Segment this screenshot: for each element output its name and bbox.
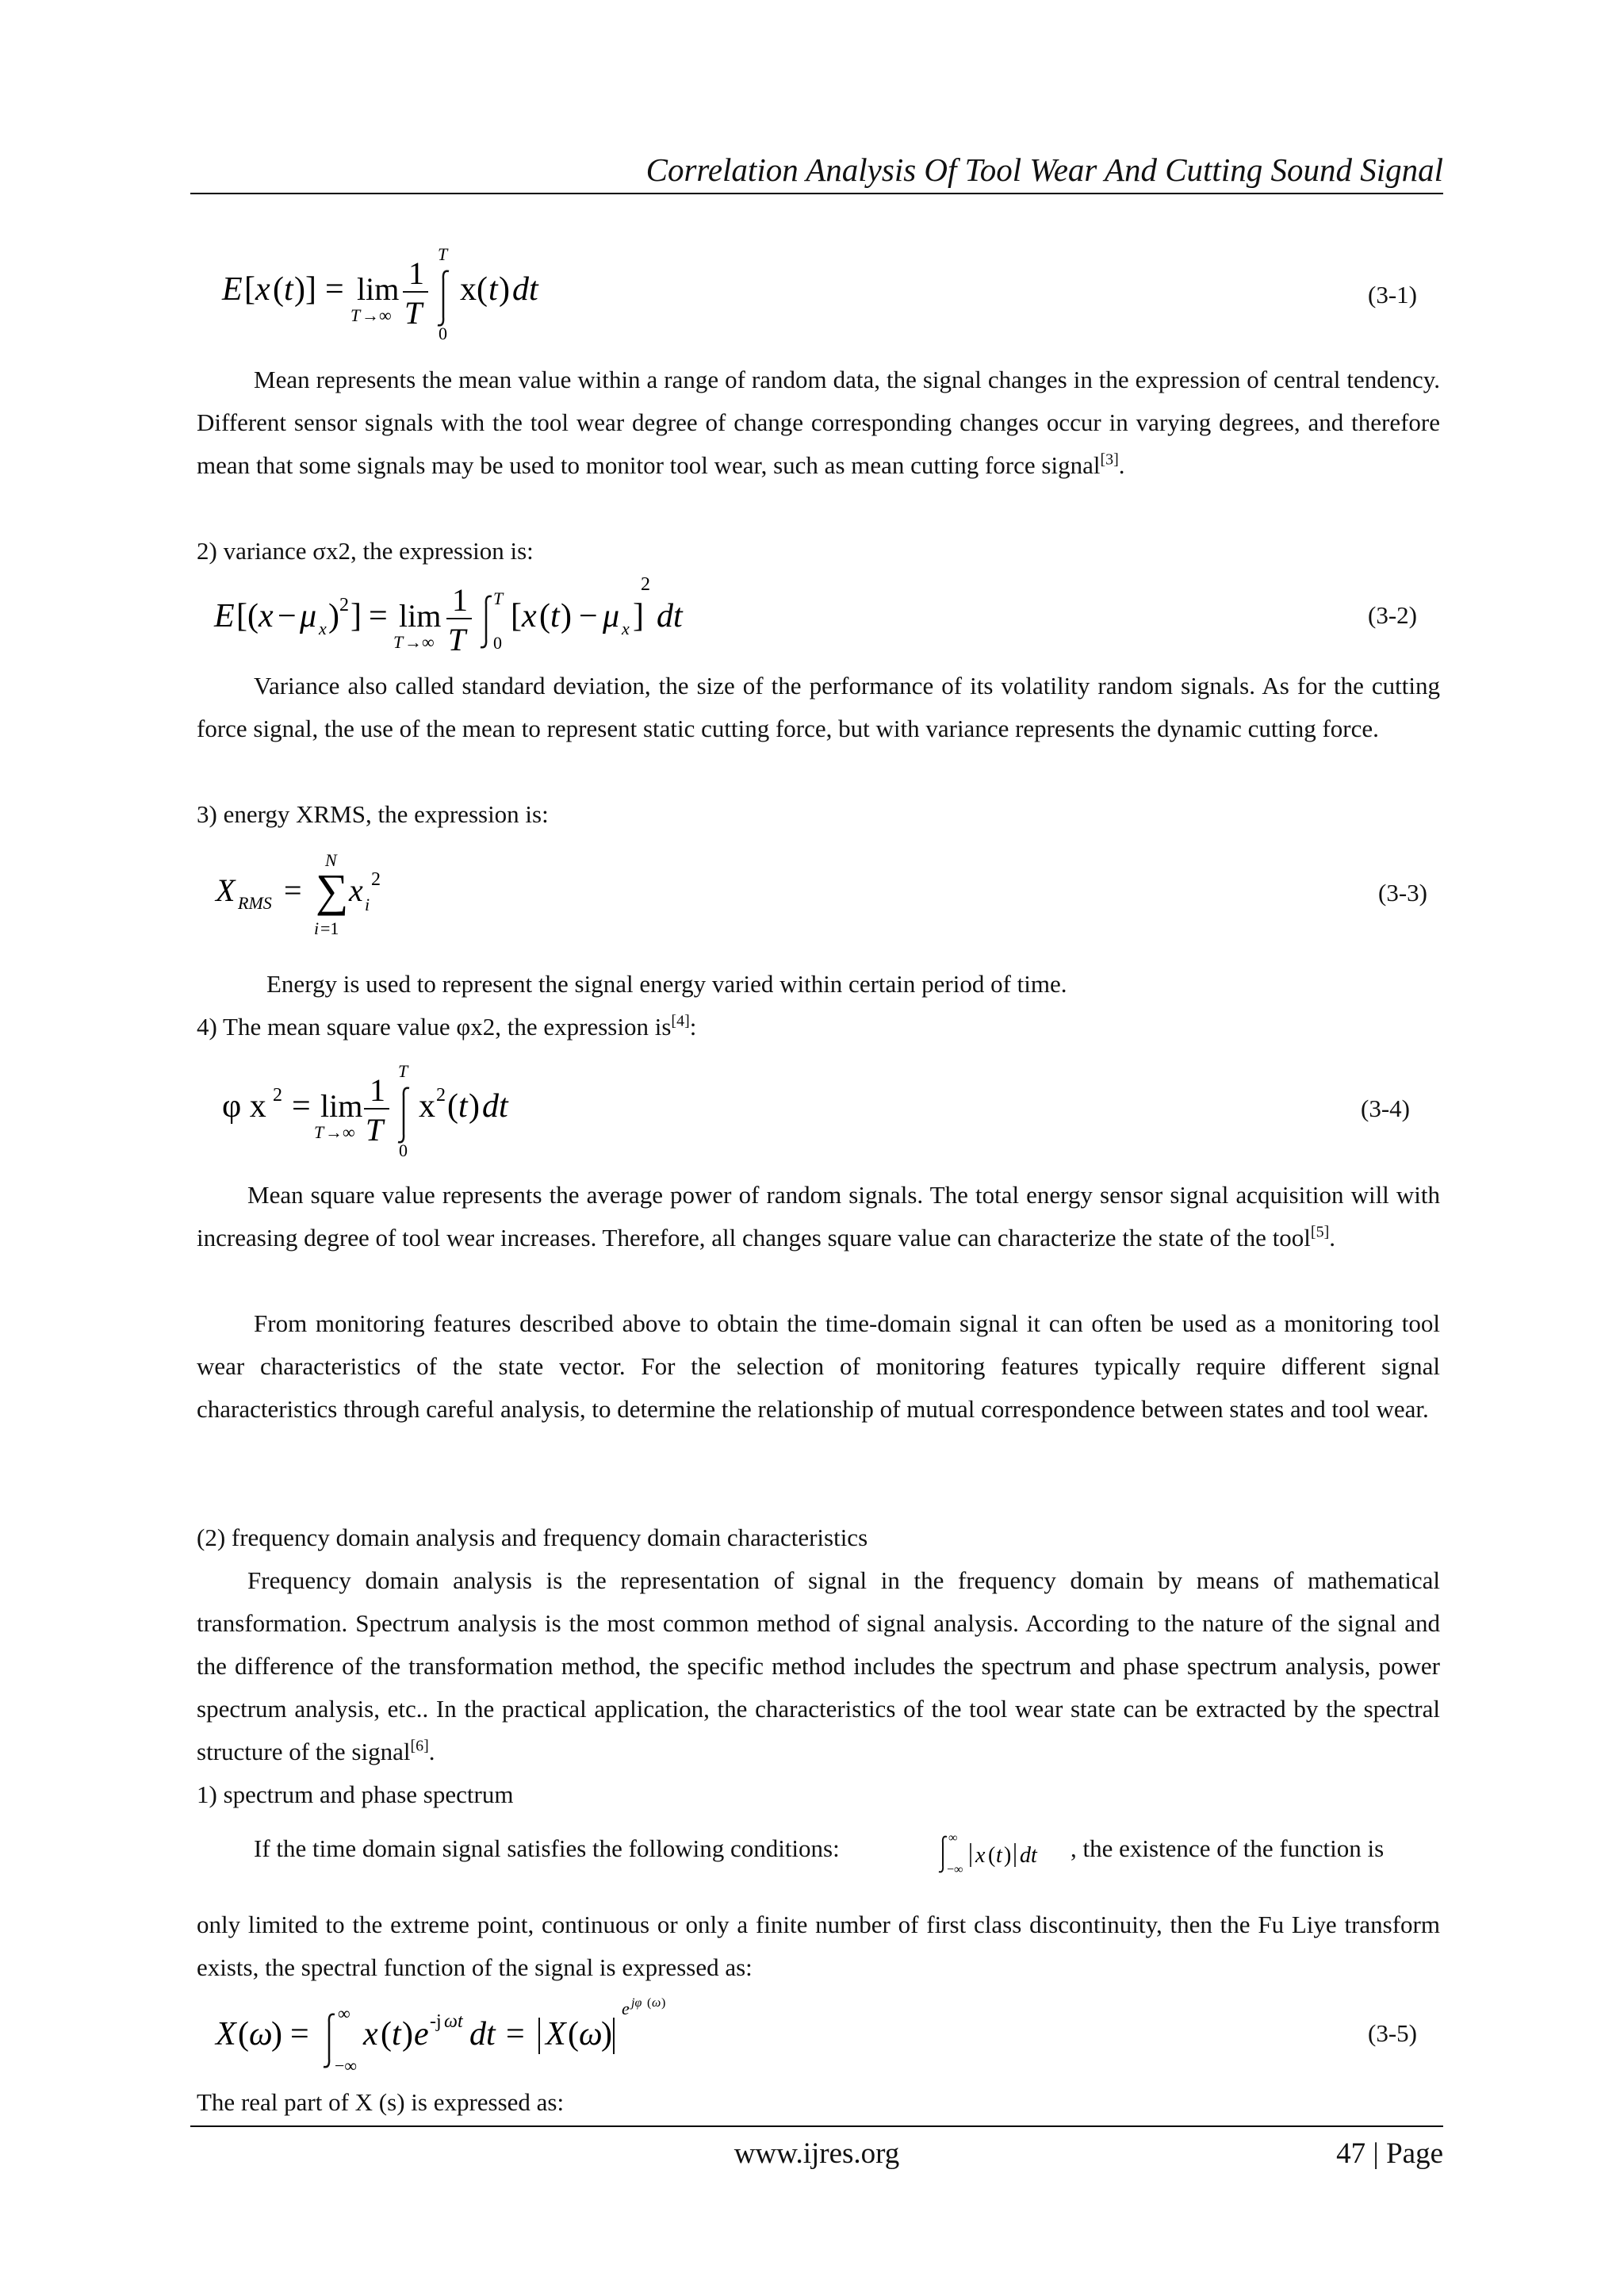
citation: [5] [1310, 1223, 1330, 1241]
svg-text:=1: =1 [320, 918, 339, 938]
svg-text:μ: μ [603, 598, 620, 634]
svg-text:t: t [488, 271, 498, 308]
svg-text:]: ] [350, 598, 362, 634]
svg-text:dt: dt [482, 1088, 508, 1125]
svg-text:ω: ω [249, 2016, 273, 2053]
svg-text:(: ( [447, 1088, 458, 1125]
svg-text:E: E [222, 271, 243, 308]
svg-text:t: t [996, 1843, 1002, 1868]
svg-text:1: 1 [408, 255, 424, 291]
svg-text:=: = [284, 872, 302, 908]
svg-text:∞: ∞ [948, 1831, 958, 1845]
svg-text:lim: lim [357, 271, 400, 307]
header-rule [190, 193, 1443, 194]
equation-3-2 [206, 573, 761, 668]
svg-text:): ) [561, 598, 572, 634]
svg-text:−: − [278, 598, 297, 634]
svg-text:→∞: →∞ [362, 305, 392, 325]
running-header: Correlation Analysis Of Tool Wear And Cutting Sound Signal [645, 151, 1443, 188]
svg-text:T: T [314, 1122, 324, 1142]
svg-text:E: E [214, 598, 235, 634]
svg-text:2: 2 [339, 595, 349, 615]
paragraph-frequency: Frequency domain analysis is the representation of signal in the frequency domain by means of mathematical transformation. Spectrum analysis is the most common method of signal analysis. According to the nature of the signal and the difference of the transformation method, the specific method includes the spectrum and phase spectrum analysis, power spectrum analysis, etc.. In the practical application, the characteristics of the tool wear state can be extracted by the spectral structure of the signal[6]. [197, 1566, 1440, 1765]
svg-text:[: [ [244, 271, 255, 308]
svg-text:T: T [366, 1112, 384, 1148]
svg-text:x(: x( [460, 271, 488, 308]
equation-number: (3-1) [1368, 281, 1417, 309]
svg-text:): ) [328, 598, 339, 634]
svg-text:μ: μ [300, 598, 317, 634]
svg-text:0: 0 [439, 324, 447, 343]
paragraph-mean-square: Mean square value represents the average power of random signals. The total energy sensor signal acquisition will with increasing degree of tool wear increases. Therefore, all changes square value can characterize the state of the tool[5]. [197, 1181, 1440, 1251]
svg-text:2: 2 [273, 1085, 282, 1106]
svg-text:T: T [438, 244, 448, 264]
footer-website: www.ijres.org [733, 2137, 900, 2170]
svg-text:x: x [622, 619, 630, 638]
citation: [6] [410, 1737, 429, 1755]
svg-text:dt: dt [512, 271, 538, 308]
svg-text:∑: ∑ [316, 864, 349, 916]
heading-energy: 3) energy XRMS, the expression is: [197, 800, 549, 828]
svg-text:X: X [216, 872, 236, 908]
svg-text:): ) [1004, 1843, 1012, 1868]
paragraph-features: From monitoring features described above to obtain the time-domain signal it can often be used as a monitoring tool wear characteristics of the state vector. For the selection of monitoring features typically require different signal characteristics through careful analysis, to determine the relationship of mutual correspondence between states and tool wear. [197, 1309, 1440, 1423]
svg-text:t: t [458, 1088, 468, 1125]
paragraph-variance: Variance also called standard deviation, the size of the performance of its volatility random signals. As for the cutting force signal, the use of the mean to represent static cutting force, but with variance represents the dynamic cutting force. [197, 672, 1440, 742]
svg-text:i: i [365, 895, 370, 914]
svg-text:(: ( [647, 1996, 652, 2010]
svg-text:(: ( [381, 2016, 392, 2053]
svg-text:0: 0 [493, 633, 502, 653]
svg-text:t: t [550, 598, 560, 634]
svg-text:x: x [363, 2016, 378, 2053]
svg-text:e: e [414, 2016, 429, 2053]
svg-text:x: x [522, 598, 537, 634]
svg-text:=: = [290, 2016, 309, 2053]
equation-number: (3-5) [1368, 2019, 1417, 2047]
paragraph-energy: Energy is used to represent the signal energy varied within certain period of time. [266, 970, 1067, 998]
svg-text:T: T [448, 622, 466, 657]
equation-3-4 [214, 1055, 547, 1166]
svg-text:)]: )] [294, 271, 316, 308]
svg-text:dt: dt [469, 2016, 496, 2053]
heading-frequency-domain: (2) frequency domain analysis and frequency domain characteristics [197, 1524, 868, 1551]
svg-text:=: = [369, 598, 388, 634]
svg-text:ω: ω [579, 2016, 603, 2053]
svg-text:0: 0 [399, 1140, 408, 1160]
footer-page-number: 47 | Page [1336, 2137, 1443, 2170]
svg-text:→∞: →∞ [325, 1122, 355, 1142]
equation-number: (3-3) [1378, 879, 1427, 907]
svg-text:(: ( [238, 2016, 249, 2053]
svg-text:x: x [259, 598, 274, 634]
svg-text:dt: dt [1020, 1843, 1037, 1868]
svg-text:lim: lim [320, 1088, 363, 1124]
equation-number: (3-2) [1368, 601, 1417, 629]
svg-text:x: x [255, 271, 270, 308]
svg-text:(: ( [568, 2016, 579, 2053]
paragraph-condition: If the time domain signal satisfies the following conditions: [254, 1834, 840, 1862]
svg-text:dt: dt [657, 598, 683, 634]
svg-text:[(: [( [236, 598, 259, 634]
svg-text:x: x [975, 1843, 986, 1868]
svg-text:2: 2 [436, 1085, 446, 1106]
equation-3-3 [208, 850, 446, 945]
svg-text:): ) [469, 1088, 480, 1125]
footer-rule [190, 2125, 1443, 2127]
svg-text:x: x [319, 619, 327, 638]
svg-text:1: 1 [370, 1072, 385, 1108]
svg-text:(: ( [273, 271, 284, 308]
paragraph-condition-tail: , the existence of the function is [1071, 1834, 1385, 1862]
svg-text:ωt: ωt [444, 2011, 463, 2032]
svg-text:=: = [325, 271, 344, 308]
svg-text:−∞: −∞ [335, 2056, 358, 2076]
svg-text:(: ( [988, 1843, 996, 1868]
svg-text:=: = [292, 1088, 311, 1125]
paragraph-fourier: only limited to the extreme point, continuous or only a finite number of first class discontinuity, then the Fu Liye transform exists, the spectral function of the signal is expressed as: [197, 1911, 1440, 1981]
heading-variance: 2) variance σx2, the expression is: [197, 537, 534, 565]
svg-text:−∞: −∞ [947, 1863, 963, 1876]
svg-text:(: ( [539, 598, 550, 634]
svg-text:jφ: jφ [631, 1996, 642, 2010]
inline-integral [936, 1826, 1078, 1883]
svg-text:[: [ [511, 598, 522, 634]
svg-text:T: T [493, 588, 504, 608]
svg-text:T: T [398, 1061, 408, 1081]
citation: [3] [1100, 450, 1119, 469]
svg-text:i: i [314, 918, 320, 938]
svg-text:X: X [216, 2016, 236, 2053]
heading-mean-square: 4) The mean square value φx2, the expression is[4]: [197, 1012, 697, 1041]
heading-spectrum: 1) spectrum and phase spectrum [197, 1780, 514, 1808]
svg-text:]: ] [633, 598, 644, 634]
svg-text:N: N [325, 850, 337, 870]
svg-text:−: − [579, 598, 598, 634]
svg-text:∞: ∞ [338, 2003, 350, 2023]
svg-text:x: x [349, 872, 363, 908]
svg-text:1: 1 [452, 582, 468, 618]
svg-text:T: T [393, 632, 404, 652]
svg-text:2: 2 [641, 574, 650, 595]
svg-text:→∞: →∞ [404, 632, 435, 652]
svg-text:=: = [506, 2016, 525, 2053]
svg-text:RMS: RMS [238, 893, 272, 913]
paragraph-mean: Mean represents the mean value within a range of random data, the signal changes in the expression of central tendency. Different sensor signals with the tool wear degree of change corresponding changes occur in varying degrees, and therefore mean that some signals may be used to monitor tool wear, such as mean cutting force signal[3]. [197, 366, 1440, 479]
svg-text:t: t [284, 271, 293, 308]
svg-text:): ) [271, 2016, 282, 2053]
equation-3-1 [214, 238, 626, 349]
svg-text:): ) [499, 271, 510, 308]
svg-text:2: 2 [371, 869, 381, 890]
svg-text:x: x [419, 1088, 435, 1125]
paragraph-real-part: The real part of X (s) is expressed as: [197, 2088, 565, 2116]
equation-number: (3-4) [1361, 1094, 1410, 1122]
svg-text:lim: lim [399, 598, 442, 634]
svg-text:X: X [546, 2016, 566, 2053]
svg-text:): ) [402, 2016, 413, 2053]
svg-text:ω: ω [652, 1996, 661, 2010]
svg-text:): ) [601, 2016, 612, 2053]
citation: [4] [671, 1012, 690, 1030]
svg-text:t: t [392, 2016, 401, 2053]
svg-text:T: T [350, 305, 361, 325]
equation-3-5 [208, 1989, 699, 2084]
svg-text:-j: -j [430, 2011, 442, 2032]
svg-text:φ x: φ x [222, 1088, 266, 1125]
svg-text:e: e [622, 1999, 630, 2018]
svg-text:): ) [661, 1996, 666, 2010]
svg-text:T: T [404, 295, 423, 331]
